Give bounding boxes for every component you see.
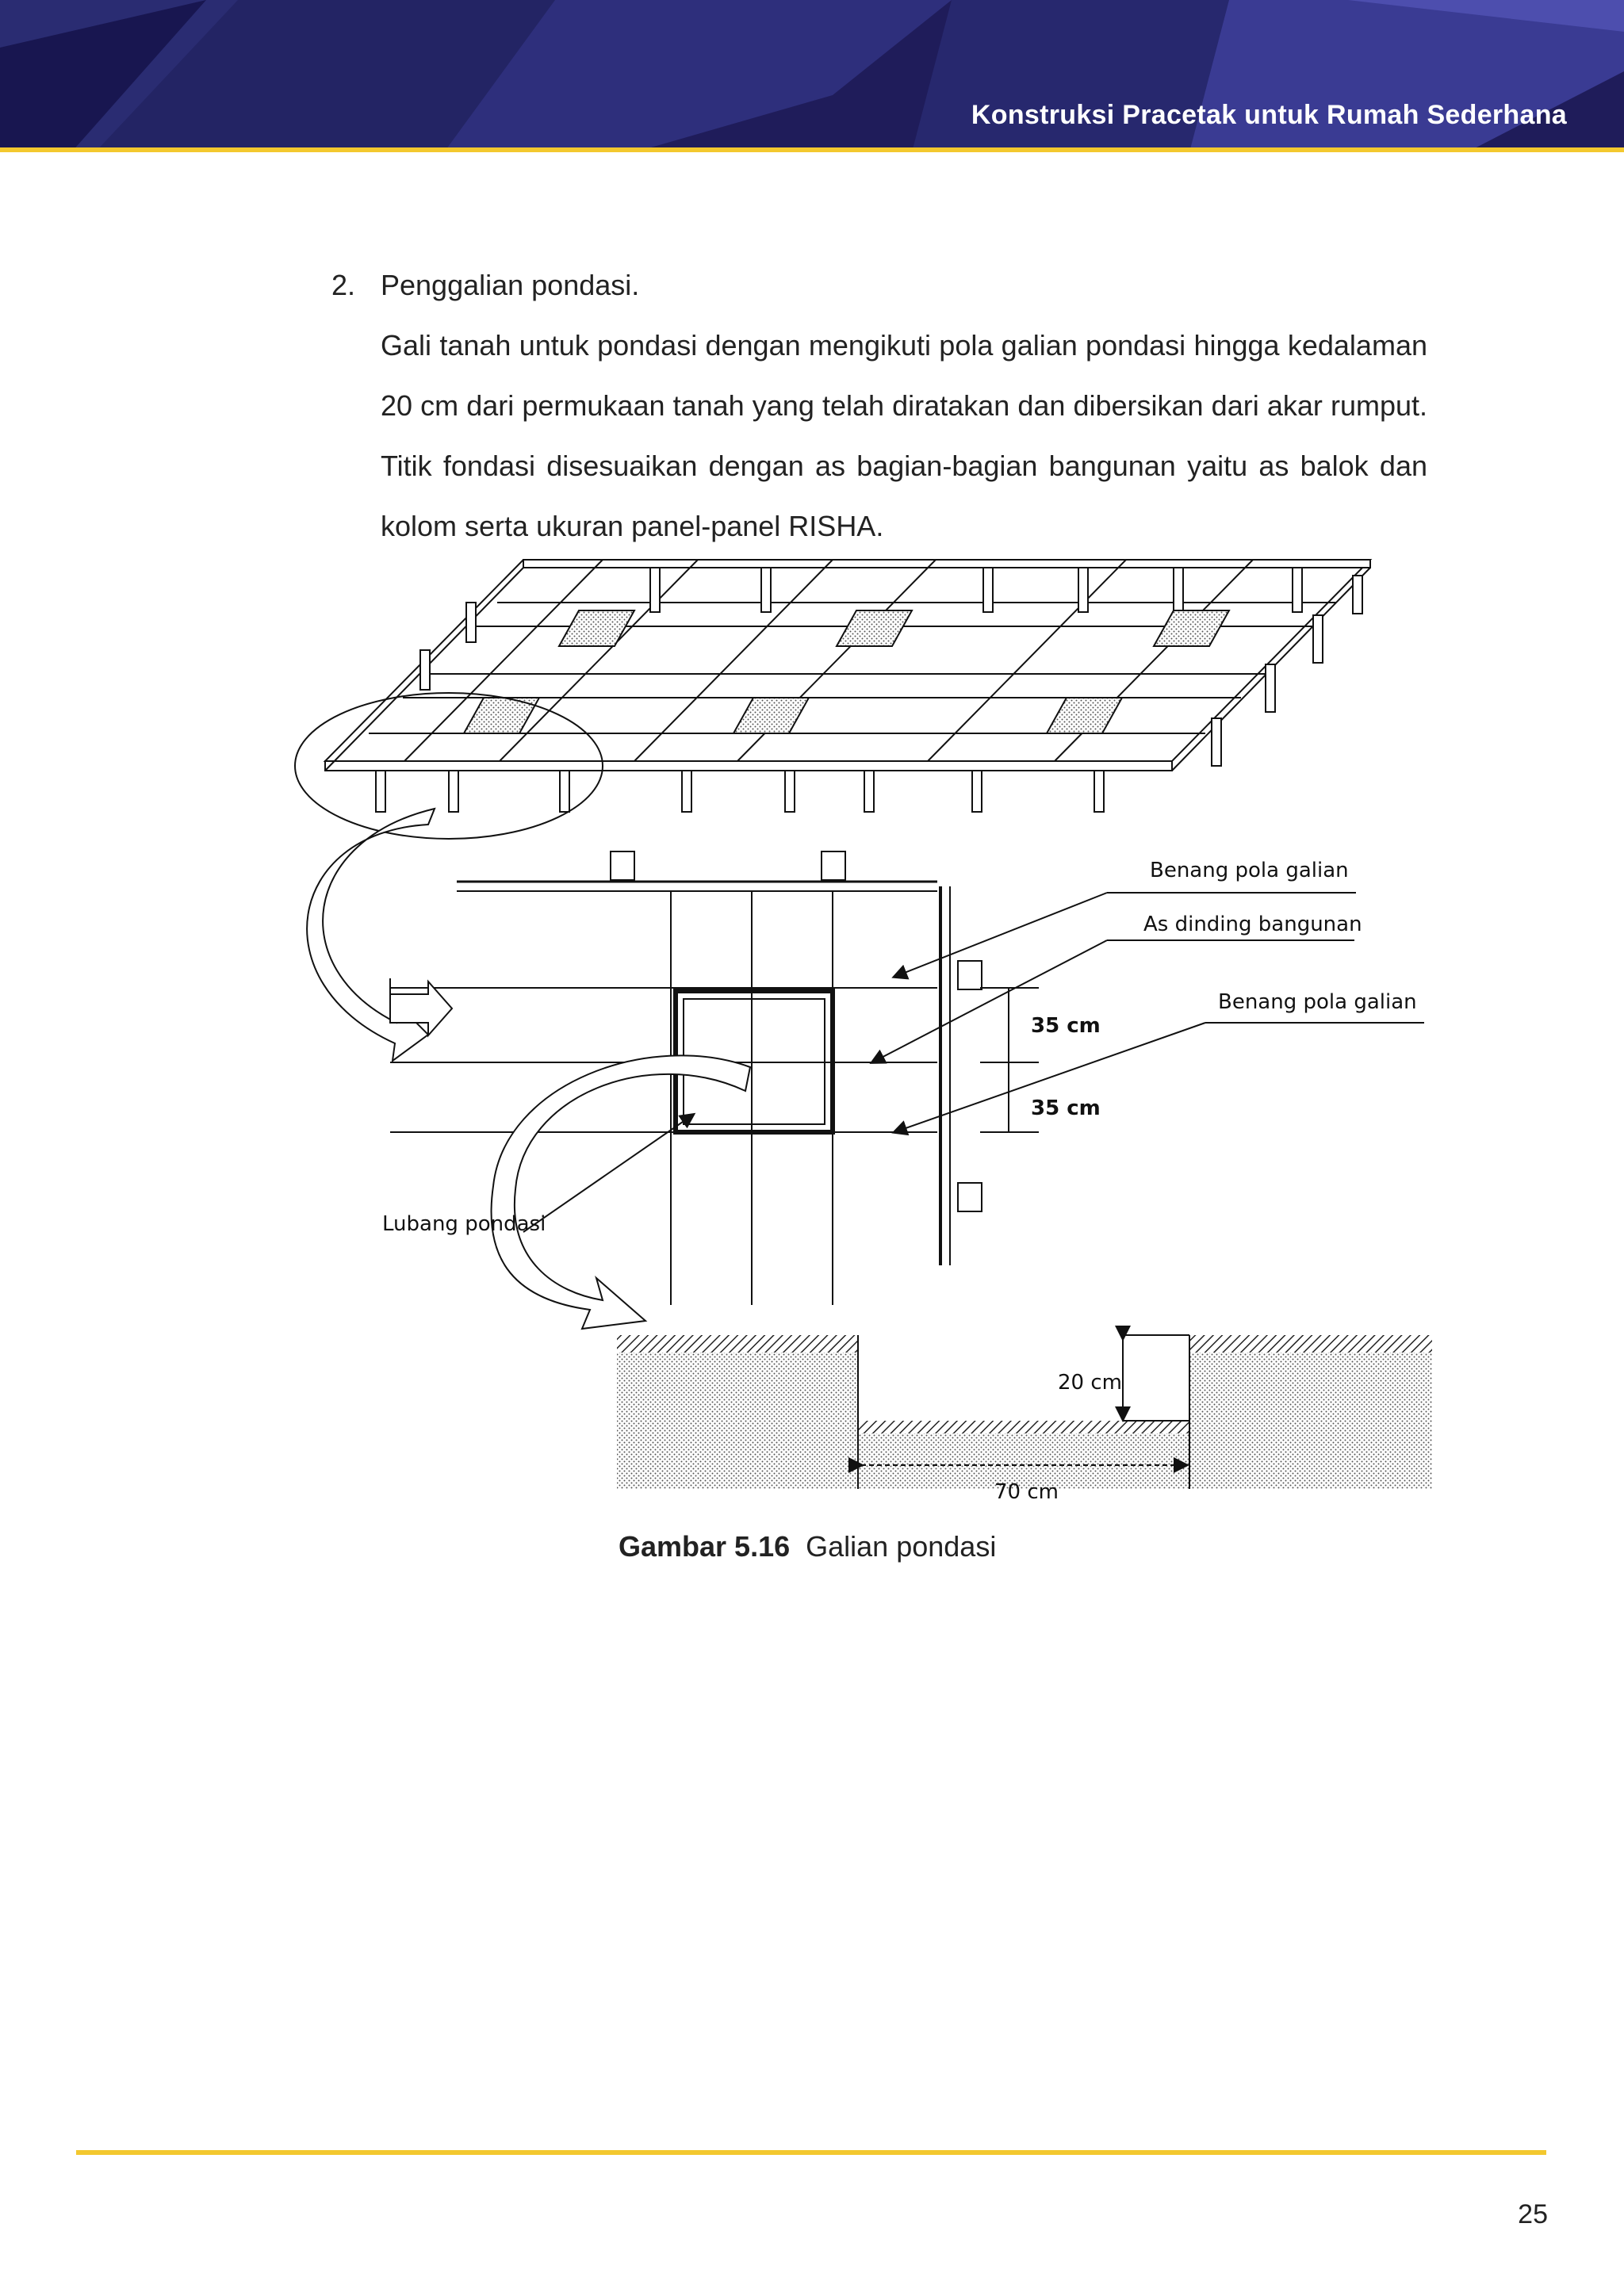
caption-label: Gambar 5.16 bbox=[619, 1530, 791, 1563]
figure-caption bbox=[619, 1530, 996, 1563]
label-benang-pola-galian-2: Benang pola galian bbox=[1218, 990, 1417, 1014]
header-title: Konstruksi Pracetak untuk Rumah Sederhana bbox=[971, 100, 1567, 130]
step-paragraph: Gali tanah untuk pondasi dengan mengikuti pola galian pondasi hingga kedalaman 20 cm dari permukaan tanah yang telah diratakan dan dibersikan dari akar rumput. Titik fondasi disesuaikan dengan as bagian-bagian bangunan yaitu as balok dan kolom serta ukuran panel-panel RISHA. bbox=[381, 329, 1427, 542]
label-lubang-pondasi: Lubang pondasi bbox=[382, 1212, 546, 1236]
label-dim-20: 20 cm bbox=[1058, 1371, 1122, 1395]
isometric-foundation-frame bbox=[295, 560, 1370, 839]
label-dim-70: 70 cm bbox=[994, 1480, 1059, 1504]
label-dim-35-top: 35 cm bbox=[1031, 1014, 1101, 1038]
label-benang-pola-galian-1: Benang pola galian bbox=[1150, 859, 1349, 882]
page-number: 25 bbox=[1518, 2199, 1548, 2229]
step-title: Penggalian pondasi. bbox=[381, 269, 640, 301]
caption-text: Galian pondasi bbox=[806, 1530, 997, 1563]
curved-arrow-2-icon bbox=[492, 1055, 750, 1329]
step-number: 2. bbox=[331, 269, 356, 301]
section-detail bbox=[617, 1335, 1432, 1489]
label-dim-35-bottom: 35 cm bbox=[1031, 1096, 1101, 1120]
footer-divider bbox=[76, 2150, 1546, 2155]
label-as-dinding: As dinding bangunan bbox=[1143, 913, 1362, 936]
